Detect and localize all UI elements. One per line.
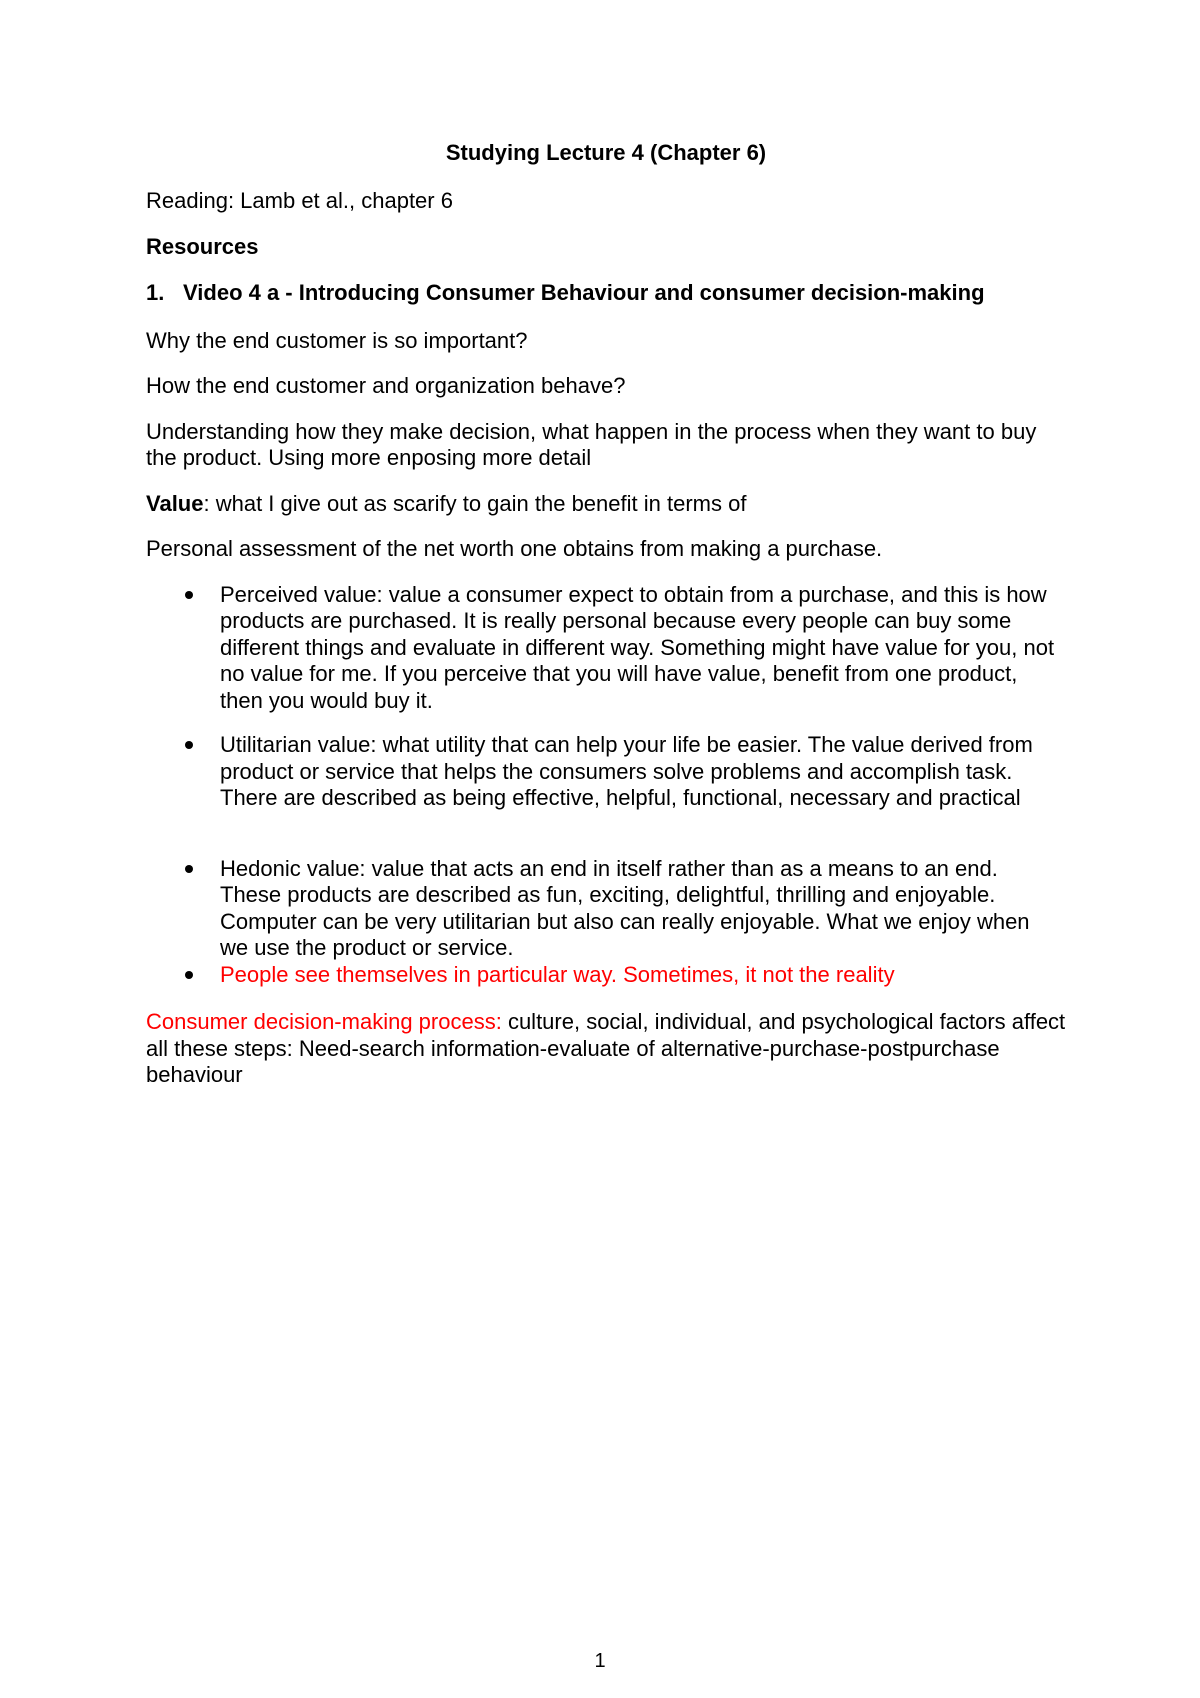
value-bullet-list (146, 582, 1066, 989)
item-text: Video 4 a - Introducing Consumer Behaviour and consumer decision-making (183, 280, 985, 305)
reading-line: Reading: Lamb et al., chapter 6 (146, 188, 453, 213)
bullet-icon (146, 582, 220, 715)
bullet-text-perceived: Perceived value: value a consumer expect to obtain from a purchase, and this is how products are purchased. It is really personal because every people can buy some different things and evaluate in different way. Something might have value for you, not no value for me. If you perceive that you will have value, benefit from one product, then you would buy it. (220, 581, 1055, 713)
page-number: 1 (594, 1650, 606, 1672)
bullet-icon (146, 856, 220, 962)
bullet-text-self-image: People see themselves in particular way. Sometimes, it not the reality (220, 961, 895, 987)
numbered-item-1 (146, 280, 1066, 307)
value-label: Value (146, 490, 204, 516)
list-item (146, 962, 1066, 989)
list-item (146, 856, 1066, 962)
bullet-icon (146, 732, 220, 812)
decision-process-paragraph (146, 1009, 1066, 1089)
list-item (146, 732, 1066, 812)
list-item (146, 582, 1066, 715)
decision-text: culture, social, individual, and psychological factors affect all these steps: Need-search information-evaluate of alternative-purchase-postpurchase behaviour (146, 1009, 1066, 1087)
value-text: : what I give out as scarify to gain the benefit in terms of (203, 490, 747, 516)
value-definition (146, 491, 1066, 518)
document-body (146, 140, 1066, 1108)
document-title: Studying Lecture 4 (Chapter 6) (445, 140, 767, 165)
bullet-icon (146, 962, 220, 989)
paragraph-understanding: Understanding how they make decision, what happen in the process when they want to buy the product. Using more enposing more detail (146, 418, 1037, 470)
paragraph-end-customer: Why the end customer is so important? (146, 327, 528, 353)
resources-heading: Resources (146, 233, 259, 259)
decision-label: Consumer decision-making process: (146, 1009, 502, 1034)
item-number: 1. (146, 280, 165, 305)
paragraph-behave: How the end customer and organization behave? (146, 373, 626, 398)
bullet-text-hedonic: Hedonic value: value that acts an end in itself rather than as a means to an end. These products are described as fun, exciting, delightful, thrilling and enjoyable. Computer can be very utilitarian but also can really enjoyable. What we enjoy when we use the product or service. (220, 855, 1030, 960)
personal-assessment: Personal assessment of the net worth one obtains from making a purchase. (146, 536, 883, 561)
bullet-text-utilitarian: Utilitarian value: what utility that can help your life be easier. The value derived from product or service that helps the consumers solve problems and accomplish task. There are described as being effective, helpful, functional, necessary and practical (220, 732, 1033, 810)
